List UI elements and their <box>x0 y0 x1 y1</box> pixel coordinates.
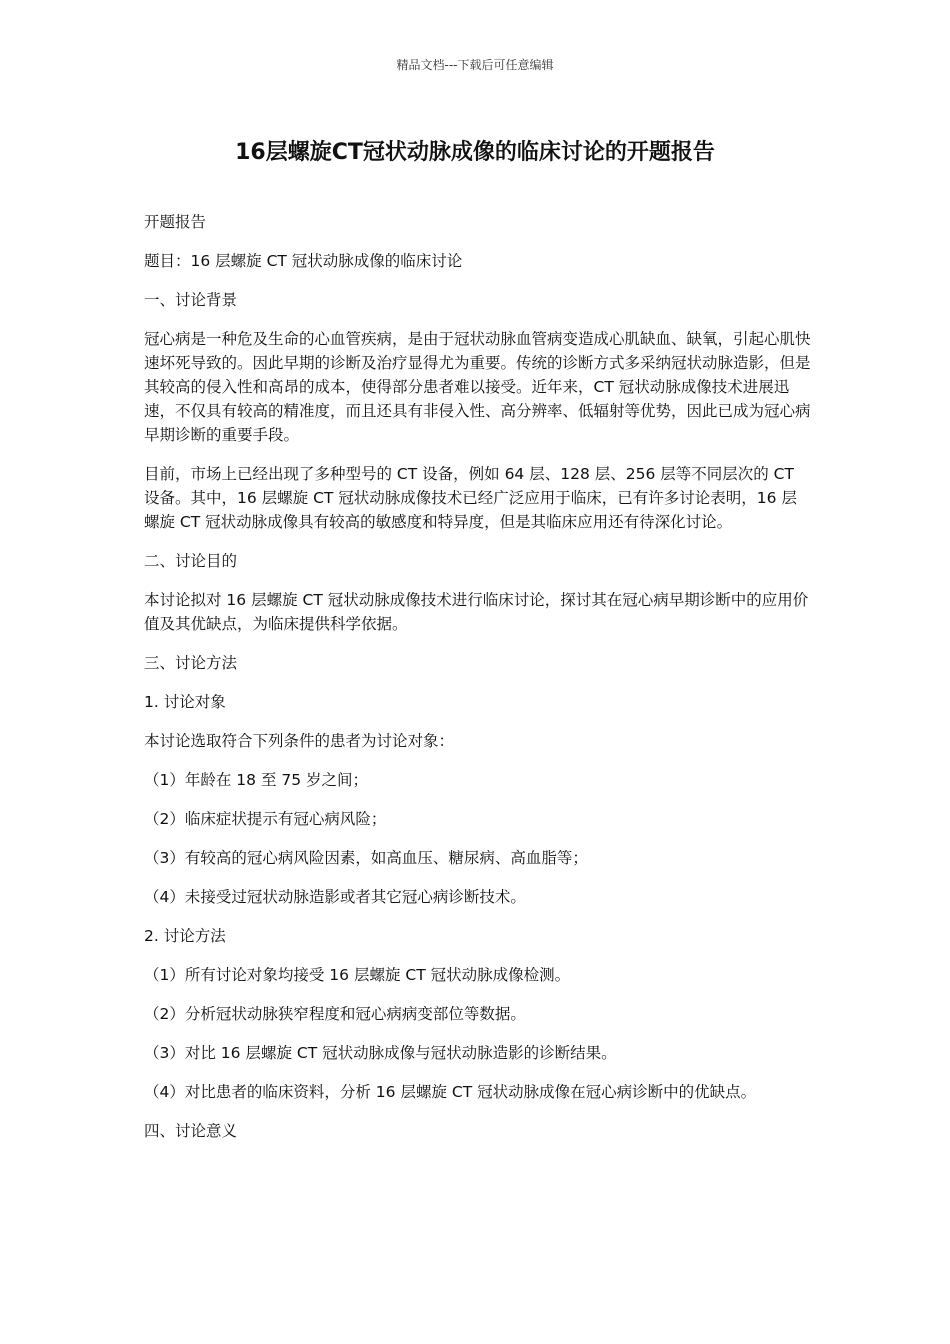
section-heading: 二、讨论目的 <box>144 552 238 570</box>
paragraph: 本讨论拟对 16 层螺旋 CT 冠状动脉成像技术进行临床讨论，探讨其在冠心病早期诊断中的应用价值及其优缺点，为临床提供科学依据。 <box>144 591 809 633</box>
section-label: 开题报告 <box>144 213 207 231</box>
header-note: 精品文档---下载后可任意编辑 <box>396 58 554 72</box>
list-item: （2）临床症状提示有冠心病风险； <box>144 810 387 828</box>
document-title: 16层螺旋CT冠状动脉成像的临床讨论的开题报告 <box>235 140 715 165</box>
paragraph: 冠心病是一种危及生命的心血管疾病，是由于冠状动脉血管病变造成心肌缺血、缺氧，引起心肌快速坏死导致的。因此早期的诊断及治疗显得尤为重要。传统的诊断方式多采纳冠状动脉造影，但是其较高的侵入性和高昂的成本，使得部分患者难以接受。近年来，CT 冠状动脉成像技术进展迅速，不仅具有较高的精准度，而且还具有非侵入性、高分辨率、低辐射等优势，因此已成为冠心病早期诊断的重要手段。 <box>144 330 811 444</box>
list-item: （3）有较高的冠心病风险因素，如高血压、糖尿病、高血脂等； <box>144 849 588 867</box>
topic-line: 题目：16 层螺旋 CT 冠状动脉成像的临床讨论 <box>144 252 463 270</box>
document-body <box>144 210 812 1158</box>
subsection-heading: 2. 讨论方法 <box>144 927 226 945</box>
section-heading: 一、讨论背景 <box>144 291 238 309</box>
list-item: （2）分析冠状动脉狭窄程度和冠心病病变部位等数据。 <box>144 1005 526 1023</box>
list-item: （1）年龄在 18 至 75 岁之间； <box>144 771 369 789</box>
section-heading: 三、讨论方法 <box>144 654 238 672</box>
paragraph: 本讨论选取符合下列条件的患者为讨论对象： <box>144 732 455 750</box>
list-item: （1）所有讨论对象均接受 16 层螺旋 CT 冠状动脉成像检测。 <box>144 966 571 984</box>
subsection-heading: 1. 讨论对象 <box>144 693 226 711</box>
list-item: （4）对比患者的临床资料，分析 16 层螺旋 CT 冠状动脉成像在冠心病诊断中的优缺点。 <box>144 1083 757 1101</box>
paragraph: 目前，市场上已经出现了多种型号的 CT 设备，例如 64 层、128 层、256 层等不同层次的 CT 设备。其中，16 层螺旋 CT 冠状动脉成像技术已经广泛应用于临床，已有许多讨论表明，16 层螺旋 CT 冠状动脉成像具有较高的敏感度和特异度，但是其临床应用还有待深化讨论。 <box>144 465 797 531</box>
list-item: （3）对比 16 层螺旋 CT 冠状动脉成像与冠状动脉造影的诊断结果。 <box>144 1044 617 1062</box>
section-heading: 四、讨论意义 <box>144 1122 238 1140</box>
list-item: （4）未接受过冠状动脉造影或者其它冠心病诊断技术。 <box>144 888 526 906</box>
